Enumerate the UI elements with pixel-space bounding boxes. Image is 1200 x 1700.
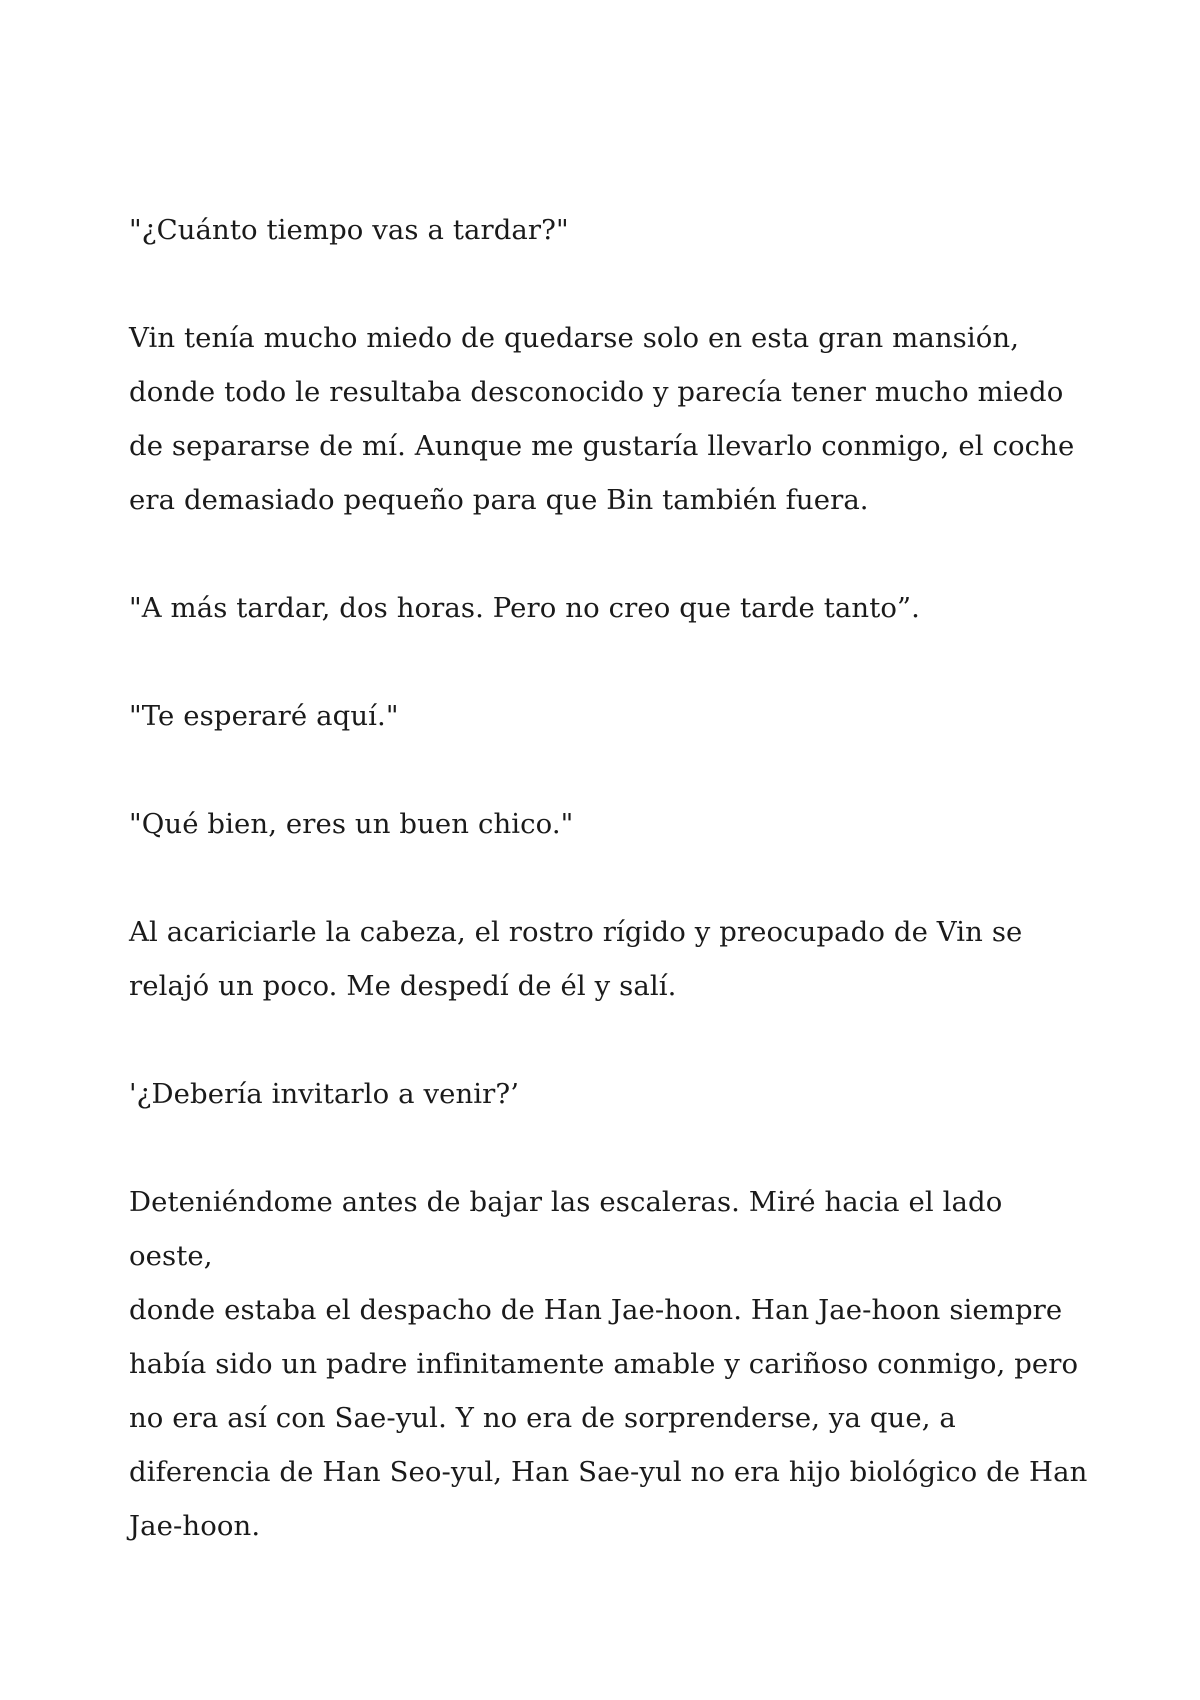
- narration-paragraph: Al acariciarle la cabeza, el rostro rígido y preocupado de Vin se relajó un poco. Me despedí de él y salí.: [129, 916, 1023, 1002]
- dialogue-paragraph: "Qué bien, eres un buen chico.": [129, 808, 574, 840]
- story-text: [129, 203, 1089, 1607]
- dialogue-paragraph: "¿Cuánto tiempo vas a tardar?": [129, 214, 569, 246]
- dialogue-paragraph: "A más tardar, dos horas. Pero no creo que tarde tanto”.: [129, 592, 921, 624]
- thought-paragraph: '¿Debería invitarlo a venir?’: [129, 1078, 520, 1110]
- narration-paragraph: Deteniéndome antes de bajar las escaleras. Miré hacia el lado oeste, donde estaba el despacho de Han Jae-hoon. Han Jae-hoon siempre había sido un padre infinitamente amable y cariñoso conmigo, pero no era así con Sae-yul. Y no era de sorprenderse, ya que, a diferencia de Han Seo-yul, Han Sae-yul no era hijo biológico de Han Jae-hoon.: [129, 1186, 1088, 1542]
- narration-paragraph: Vin tenía mucho miedo de quedarse solo en esta gran mansión, donde todo le resultaba desconocido y parecía tener mucho miedo de separarse de mí. Aunque me gustaría llevarlo conmigo, el coche era demasiado pequeño para que Bin también fuera.: [129, 322, 1075, 516]
- dialogue-paragraph: "Te esperaré aquí.": [129, 700, 399, 732]
